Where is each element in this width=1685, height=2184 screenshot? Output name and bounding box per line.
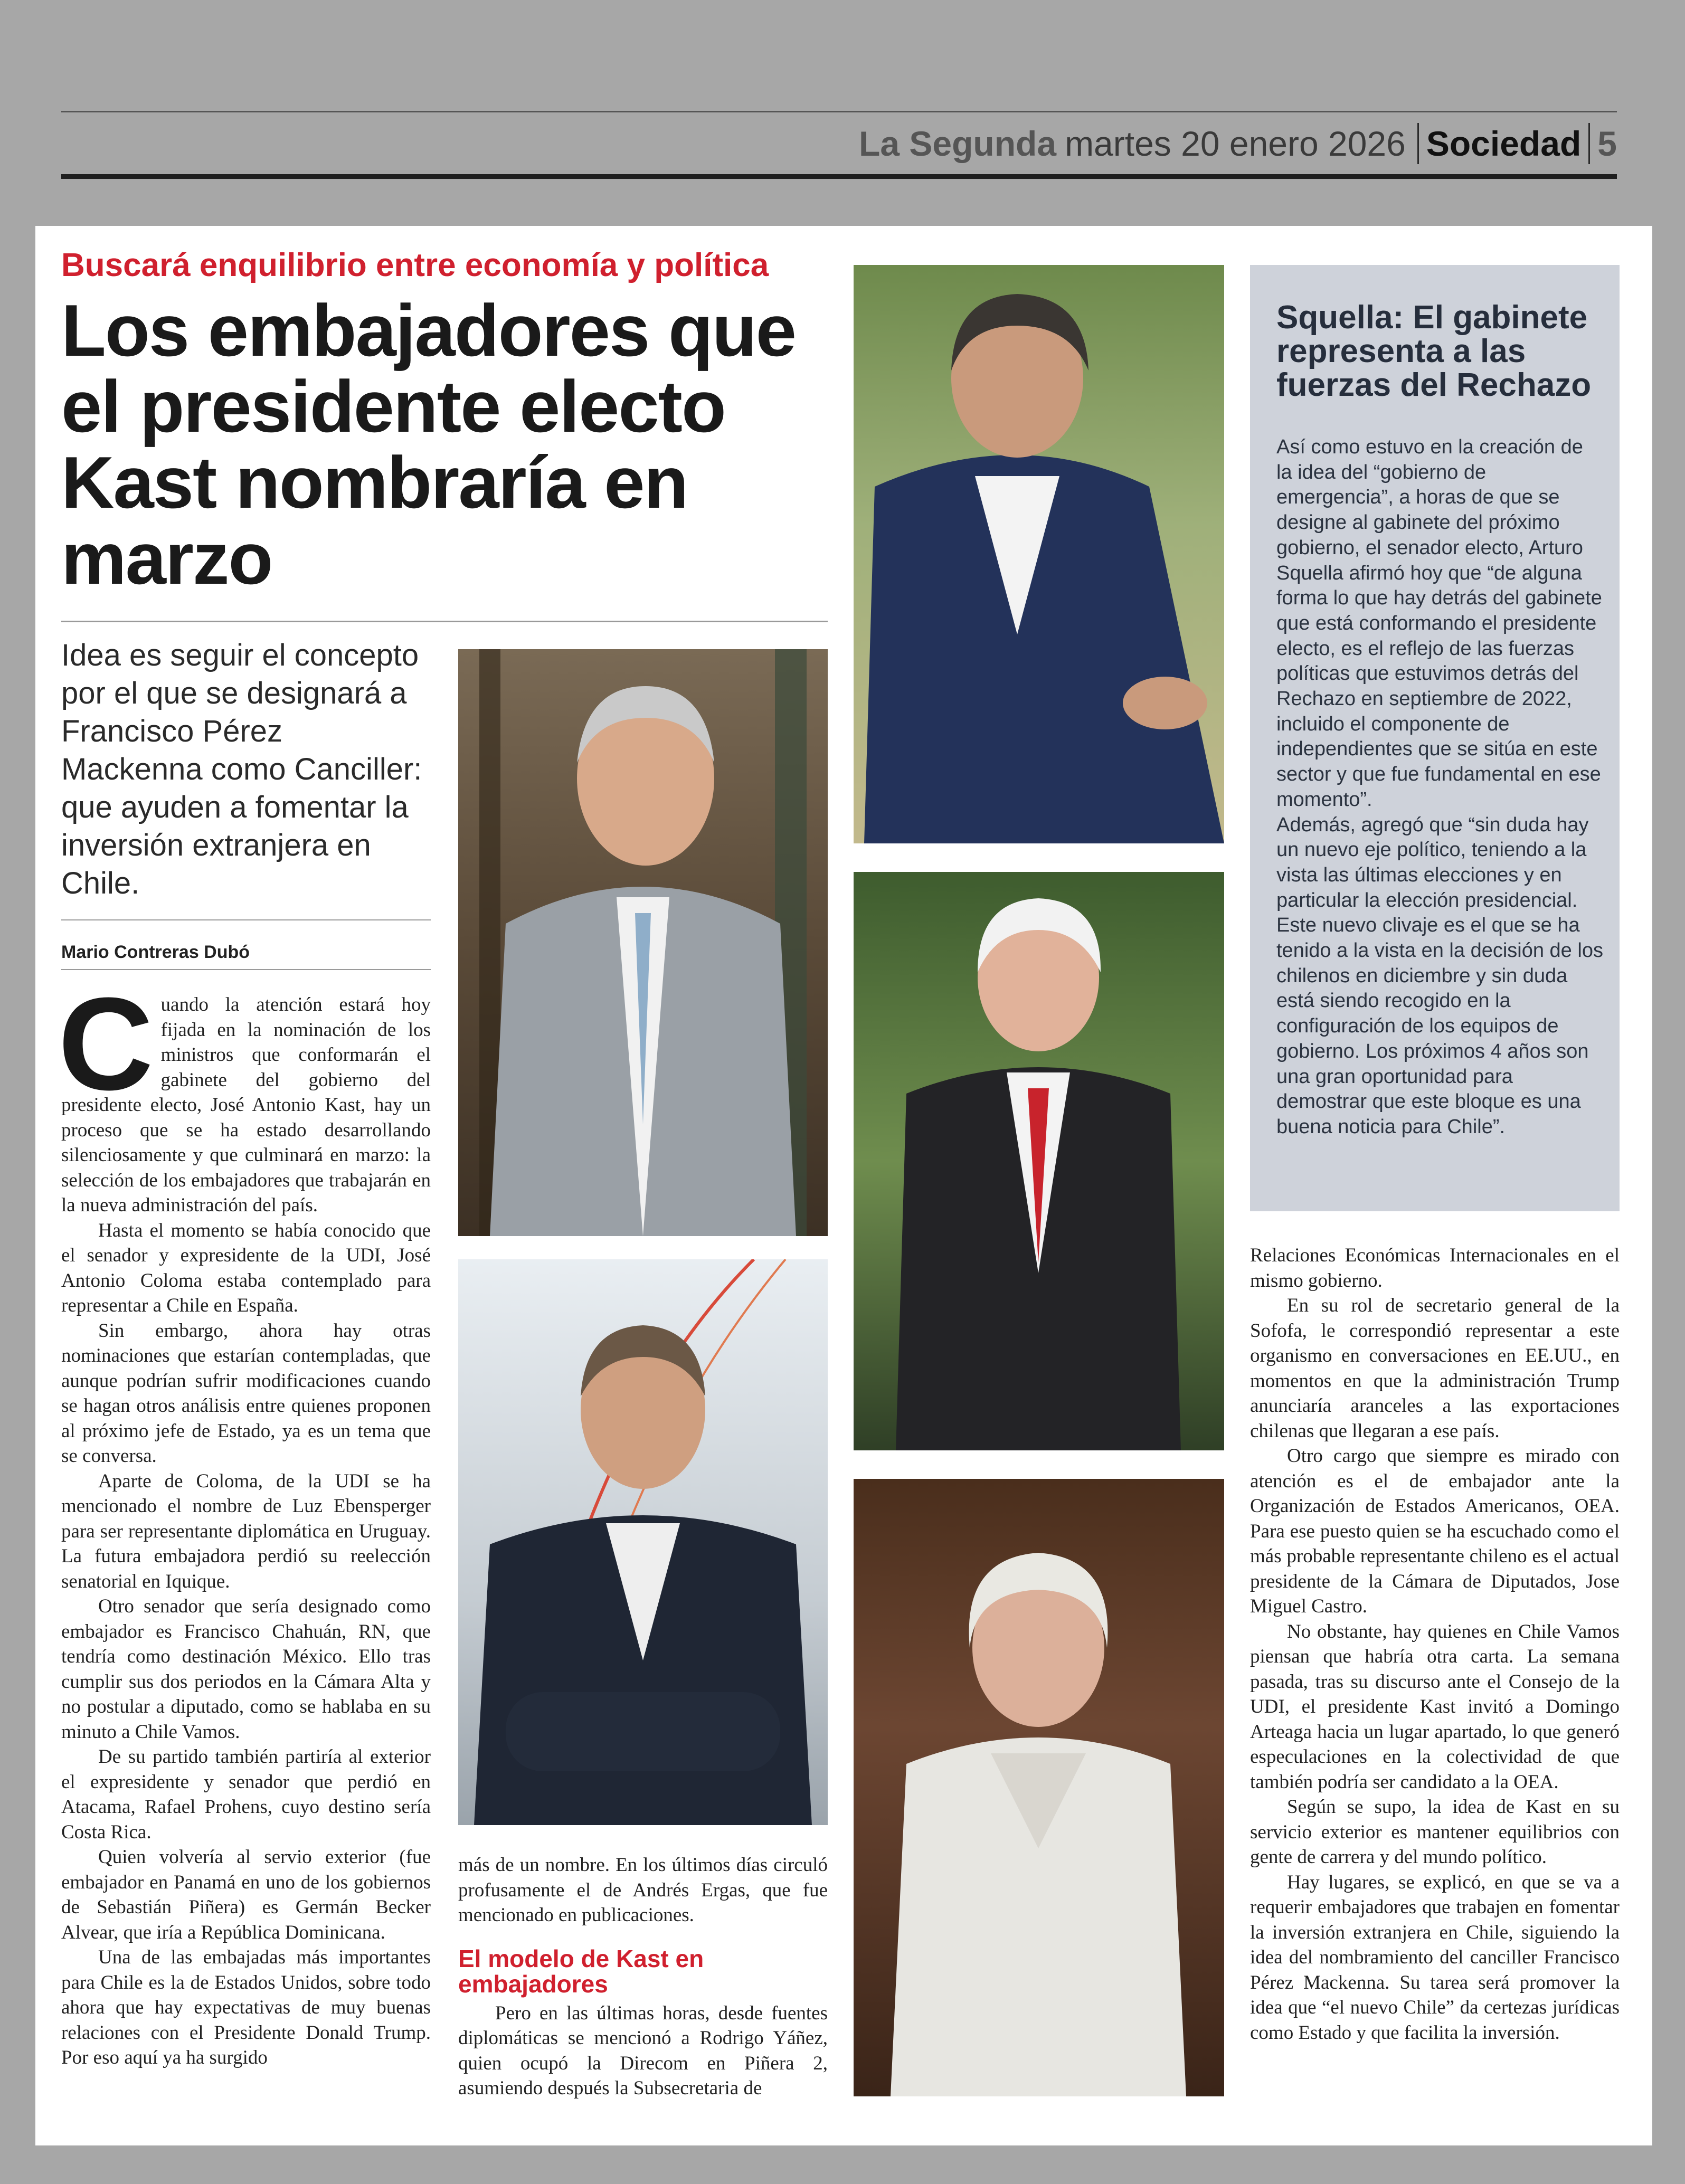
masthead-bottom-rule	[61, 174, 1617, 179]
article-subhead: El modelo de Kast en embajadores	[458, 1944, 704, 1998]
person-silhouette-icon	[458, 649, 828, 1236]
newspaper-name: La Segunda	[859, 124, 1057, 163]
article-paragraph: Hay lugares, se explicó, en que se va a requerir embajadores que trabajen en fomentar la inversión extranjera en Chile, siguiendo la idea del nombramiento del canciller Francisco Pérez Mackenna. Su tarea será promover la idea que “el nuevo Chile” da certezas jurídicas como Estado y que facilita la inversión.	[1250, 1871, 1620, 2044]
sidebar-title: Squella: El gabinete representa a las fuerzas del Rechazo	[1276, 299, 1592, 403]
article-headline: Los embajadores que el presidente electo Kast nombraría en marzo	[61, 290, 796, 600]
portrait-photo-grey-suit	[458, 649, 828, 1236]
article-paragraph: Una de las embajadas más importantes para Chile es la de Estados Unidos, sobre todo ahora que hay expectativas de muy buenas relaciones con el Presidente Donald Trump. Por eso aquí ya ha surgido	[61, 1946, 431, 2068]
person-silhouette-icon	[854, 872, 1224, 1450]
portrait-photo-woman	[854, 1479, 1224, 2096]
page-number: 5	[1597, 124, 1617, 163]
drop-cap: C	[58, 970, 154, 1117]
article-column-1	[58, 970, 431, 2071]
masthead	[61, 115, 1617, 172]
article-paragraph: Según se supo, la idea de Kast en su servicio exterior es mantener equilibrios con gente de carrera y del mundo político.	[1250, 1796, 1620, 1868]
article-deck: Idea es seguir el concepto por el que se designará a Francisco Pérez Mackenna como Canciller: que ayuden a fomentar la inversión extranjera en Chile.	[61, 638, 422, 900]
article-kicker: Buscará enquilibrio entre economía y política	[61, 247, 769, 283]
sidebar-box	[1250, 265, 1620, 1211]
article-paragraph: Otro senador que sería designado como embajador es Francisco Chahuán, RN, que tendría como destinación México. Ello tras cumplir sus dos periodos en la Cámara Alta y no postular a diputado, como se hablaba en su minuto a Chile Vamos.	[61, 1596, 431, 1743]
article-paragraph: Quien volvería al servio exterior (fue embajador en Panamá en uno de los gobiernos de Sebastián Piñera) es Germán Becker Alvear, que iría a República Dominicana.	[61, 1846, 431, 1943]
article-byline: Mario Contreras Dubó	[61, 942, 250, 962]
article-paragraph: De su partido también partiría al exterior el expresidente y senador que perdió en Atacama, Rafael Prohens, cuyo destino sería Costa Rica.	[61, 1746, 431, 1843]
article-column-2	[458, 1853, 828, 2101]
person-silhouette-icon	[854, 265, 1224, 843]
section-name: Sociedad	[1426, 124, 1582, 163]
byline-top-rule	[61, 919, 431, 920]
article-paragraph: Aparte de Coloma, de la UDI se ha mencionado el nombre de Luz Ebensperger para ser representante diplomática en Uruguay. La futura embajadora perdió su reelección senatorial en Iquique.	[61, 1470, 431, 1592]
article-paragraph: Otro cargo que siempre es mirado con atención es el de embajador ante la Organización de Estados Americanos, OEA. Para ese puesto quien se ha escuchado como el más probable representante chileno es el actual presidente de la Cámara de Diputados, Jose Miguel Castro.	[1250, 1445, 1620, 1617]
sidebar-paragraph: Así como estuvo en la creación de la idea del “gobierno de emergencia”, a horas de que se designe al gabinete del próximo gobierno, el senador electo, Arturo Squella afirmó hoy que “de alguna forma lo que hay detrás del gabinete que está conformando el presidente electo, es el reflejo de las fuerzas políticas que estuvimos detrás del Rechazo en septiembre de 2022, incluido el componente de independientes que se sitúa en este sector y que fue fundamental en ese momento”.	[1276, 436, 1602, 811]
paragraph-text: uando la atención estará hoy fijada en la nominación de los ministros que conformarán el gabinete del gobierno del presidente electo, José Antonio Kast, hay un proceso que se ha estado desarrollando silenciosamente y que culminará en marzo: la selección de los embajadores que trabajarán en la nueva administración del país.	[61, 994, 431, 1216]
portrait-photo-crossed-arms	[458, 1259, 828, 1825]
article-paragraph: Hasta el momento se había conocido que el senador y expresidente de la UDI, José Antonio Coloma estaba contemplado para representar a Chile en España.	[61, 1219, 431, 1316]
masthead-top-rule	[61, 111, 1617, 112]
issue-date: martes 20 enero 2026	[1065, 124, 1406, 163]
person-silhouette-icon	[854, 1479, 1224, 2096]
headline-rule	[61, 621, 828, 622]
article-paragraph: Pero en las últimas horas, desde fuentes diplomáticas se mencionó a Rodrigo Yáñez, quien ocupó la Direcom en Piñera 2, asumiendo después la Subsecretaria de	[458, 2002, 828, 2099]
portrait-photo-seated-man	[854, 265, 1224, 843]
article-paragraph: No obstante, hay quienes en Chile Vamos piensan que habría otra carta. La semana pasada, tras su discurso ante el Consejo de la UDI, el presidente Kast invitó a Domingo Arteaga hacia un lugar apartado, lo que generó especulaciones en la colectividad de que también podría ser candidato a la OEA.	[1250, 1620, 1620, 1793]
portrait-photo-red-tie	[854, 872, 1224, 1450]
article-paragraph	[58, 970, 431, 1218]
article-paragraph: Sin embargo, ahora hay otras nominaciones que estarían contempladas, que aunque podrían sufrir modificaciones cuando se hagan otros análisis entre quienes proponen al próximo jefe de Estado, ya es un tema que se conversa.	[61, 1319, 431, 1467]
article-paragraph: más de un nombre. En los últimos días circuló profusamente el de Andrés Ergas, que fue mencionado en publicaciones.	[458, 1854, 828, 1926]
article-paragraph: Relaciones Económicas Internacionales en el mismo gobierno.	[1250, 1245, 1620, 1292]
masthead-separator	[1417, 123, 1419, 164]
article-paragraph: En su rol de secretario general de la Sofofa, le correspondió representar a este organismo en conversaciones en EE.UU., en momentos en que la administración Trump anunciaría aranceles a las exportaciones chilenas que llegaran a ese país.	[1250, 1295, 1620, 1442]
masthead-separator	[1588, 123, 1590, 164]
sidebar-paragraph: Además, agregó que “sin duda hay un nuevo eje político, teniendo a la vista las últimas elecciones y en particular la elección presidencial. Este nuevo clivaje es el que se ha tenido a la vista en la decisión de los chilenos en diciembre y sin duda está siendo recogido en la configuración de los equipos de gobierno. Los próximos 4 años son una gran oportunidad para demostrar que este bloque es una buena noticia para Chile”.	[1276, 813, 1603, 1138]
sidebar-body	[1276, 435, 1604, 1140]
person-silhouette-icon	[458, 1259, 828, 1825]
article-column-3	[1250, 1243, 1620, 2045]
masthead-info	[859, 115, 1617, 172]
